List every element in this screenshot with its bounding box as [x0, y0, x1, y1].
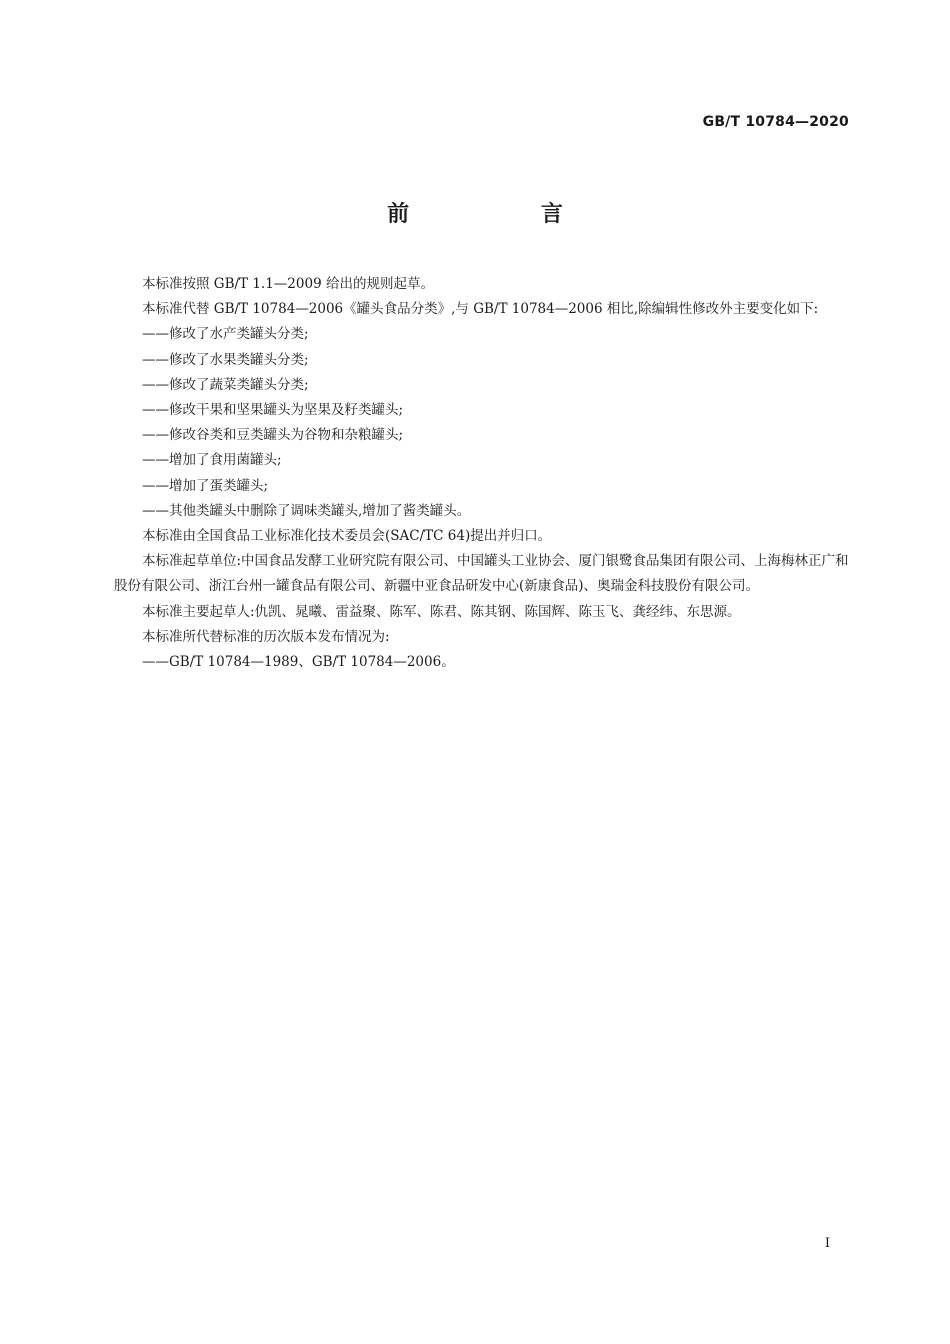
list-item: ——其他类罐头中删除了调味类罐头,增加了酱类罐头。 [142, 502, 471, 519]
paragraph-drafters: 本标准主要起草人:仇凯、晁曦、雷益聚、陈军、陈君、陈其钢、陈国辉、陈玉飞、龚经纬、东思源。 [142, 603, 741, 620]
paragraph-drafting-rules: 本标准按照 GB/T 1.1—2009 给出的规则起草。 [142, 276, 434, 292]
standard-number: GB/T 10784—2020 [702, 114, 849, 130]
list-item: ——增加了蛋类罐头; [142, 477, 269, 494]
list-item: ——增加了食用菌罐头; [142, 452, 282, 469]
list-item: ——修改干果和坚果罐头为坚果及籽类罐头; [142, 402, 404, 419]
paragraph-drafting-units: 本标准起草单位:中国食品发酵工业研究院有限公司、中国罐头工业协会、厦门银鹭食品集团有限公司、上海梅林正广和股份有限公司、浙江台州一罐食品有限公司、新疆中亚食品研发中心(新康食品)、奥瑞金科技股份有限公司。 [114, 553, 849, 595]
changes-list [114, 322, 850, 524]
list-item: ——修改谷类和豆类罐头为谷物和杂粮罐头; [142, 427, 404, 444]
list-item: ——修改了水果类罐头分类; [142, 351, 309, 368]
list-item: ——GB/T 10784—1989、GB/T 10784—2006。 [142, 654, 455, 671]
history-list [114, 650, 850, 675]
page-title: 前 言 [387, 202, 625, 227]
document-body [114, 272, 850, 675]
page-number: I [824, 1236, 830, 1251]
list-item: ——修改了水产类罐头分类; [142, 326, 309, 343]
paragraph-proposer: 本标准由全国食品工业标准化技术委员会(SAC/TC 64)提出并归口。 [142, 528, 552, 545]
paragraph-history-intro: 本标准所代替标准的历次版本发布情况为: [142, 628, 390, 645]
list-item: ——修改了蔬菜类罐头分类; [142, 376, 309, 393]
paragraph-replacement: 本标准代替 GB/T 10784—2006《罐头食品分类》,与 GB/T 10784—2006 相比,除编辑性修改外主要变化如下: [142, 301, 819, 318]
